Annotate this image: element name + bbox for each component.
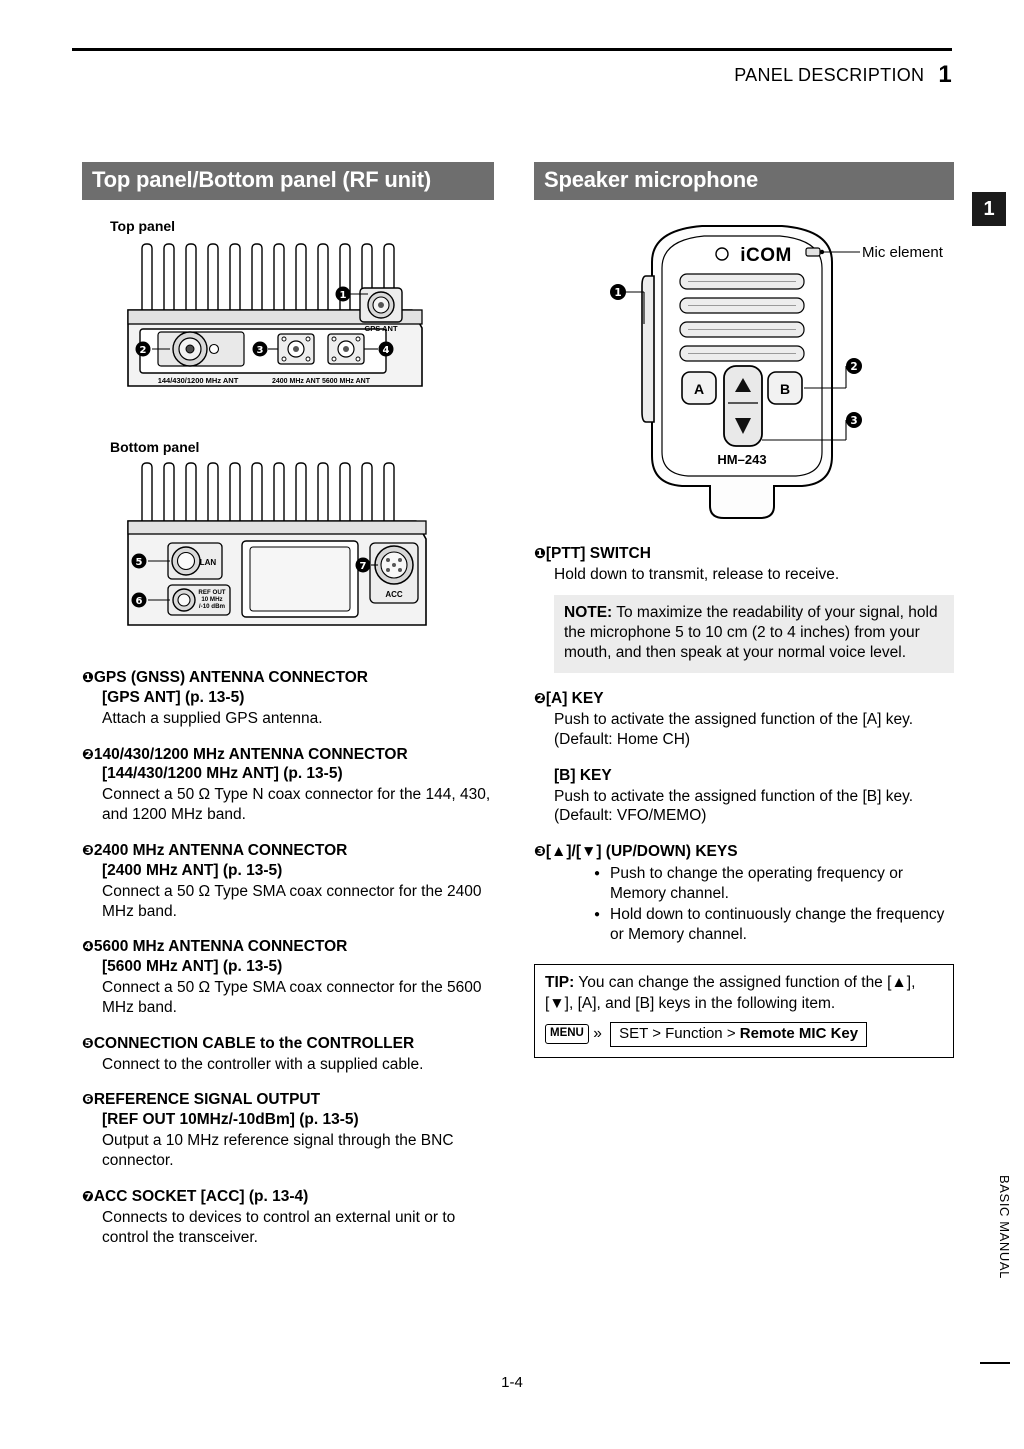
page-footer: 1-4 (501, 1374, 523, 1391)
entry-number: ❺ (82, 1035, 94, 1052)
figure-top-panel (82, 236, 494, 421)
svg-text:HM–243: HM–243 (717, 452, 767, 467)
side-rule (980, 1362, 1010, 1364)
tip-menu-path-row (545, 1022, 943, 1047)
entry-number: ❸ (534, 844, 546, 861)
side-label-basic-manual: BASIC MANUAL (997, 1175, 1012, 1280)
tip-label: TIP: (545, 974, 575, 992)
svg-text:iCOM: iCOM (740, 245, 792, 266)
svg-text:B: B (779, 381, 791, 397)
list-item: ● Hold down to continuously change the frequency or Memory channel. (594, 905, 954, 945)
svg-text:REF OUT: REF OUT (198, 589, 226, 596)
entry-title: [B] KEY (554, 766, 612, 784)
entry-number: ❷ (82, 746, 94, 763)
entry-number: ❸ (82, 842, 94, 859)
note-text: To maximize the readability of your signal, hold the microphone 5 to 10 cm (2 to 4 inches) from your mouth, and then speak at your normal voice level. (564, 603, 938, 662)
entry-title: [A] KEY (545, 690, 604, 708)
section-header-speaker-microphone: Speaker microphone (534, 162, 954, 200)
path-arrow: » (593, 1025, 602, 1043)
svg-text:10 MHz: 10 MHz (201, 596, 223, 603)
list-item: ● Push to change the operating frequency or Memory channel. (594, 864, 954, 904)
entry-description: Connect a 50 Ω Type SMA coax connector for the 2400 MHz band. (102, 882, 482, 920)
entry-description: Connects to devices to control an external unit or to control the transceiver. (102, 1208, 456, 1246)
figure-speaker-microphone (534, 206, 954, 536)
header-title-row (72, 51, 952, 89)
entry-title: [▲]/[▼] (UP/DOWN) KEYS (545, 843, 738, 861)
entry-title: [PTT] SWITCH (545, 545, 651, 562)
entry-acc-socket (82, 1187, 494, 1248)
entry-connection-cable (82, 1034, 494, 1075)
svg-text:1: 1 (339, 290, 347, 301)
chapter-tab: 1 (972, 192, 1006, 226)
entry-a-key (534, 689, 954, 750)
entry-number: ❹ (82, 939, 94, 956)
updown-bullet-list (554, 864, 954, 944)
entry-number: ❷ (534, 691, 546, 708)
page-header (72, 48, 952, 89)
svg-text:/-10 dBm: /-10 dBm (198, 603, 226, 610)
entry-title: 2400 MHz ANTENNA CONNECTOR (93, 841, 348, 859)
entry-up-down-keys (534, 842, 954, 944)
entry-b-key (534, 766, 954, 826)
entry-number: ❶ (534, 546, 546, 562)
menu-chip: MENU (545, 1024, 589, 1043)
page-title: PANEL DESCRIPTION (734, 65, 925, 85)
entry-2400-antenna (82, 841, 494, 921)
svg-text:5: 5 (135, 557, 143, 568)
svg-text:1: 1 (614, 287, 622, 299)
figure-label-top-panel: Top panel (110, 218, 176, 234)
entry-description: Push to activate the assigned function of the [B] key. (Default: VFO/MEMO) (554, 787, 914, 825)
tip-text: You can change the assigned function of the [▲], [▼], [A], and [B] keys in the following item. (545, 974, 916, 1012)
entry-number: ❼ (82, 1188, 94, 1205)
svg-text:ACC: ACC (385, 590, 403, 599)
entry-ptt-switch (534, 544, 954, 585)
entry-description: Hold down to transmit, release to receive. (554, 565, 840, 583)
mic-element-label: Mic element (862, 244, 943, 261)
entry-description: Push to activate the assigned function of the [A] key. (Default: Home CH) (554, 711, 914, 748)
menu-path-target: Remote MIC Key (739, 1025, 859, 1043)
note-label: NOTE: (564, 603, 613, 621)
entry-description: Output a 10 MHz reference signal through the BNC connector. (102, 1132, 454, 1170)
left-entry-list (82, 668, 494, 1247)
svg-text:2: 2 (139, 345, 147, 356)
entry-reference-signal-output (82, 1090, 494, 1170)
right-entry-list (534, 544, 954, 1058)
entry-subtitle: [5600 MHz ANT] (p. 13-5) (102, 958, 283, 976)
entry-title: 5600 MHz ANTENNA CONNECTOR (93, 938, 348, 956)
svg-text:A: A (693, 381, 705, 397)
entry-subtitle: [2400 MHz ANT] (p. 13-5) (102, 861, 283, 879)
entry-title: ACC SOCKET [ACC] (p. 13-4) (93, 1187, 309, 1205)
svg-text:7: 7 (359, 561, 367, 572)
entry-subtitle: [REF OUT 10MHz/-10dBm] (p. 13-5) (102, 1111, 359, 1129)
entry-gps-antenna (82, 668, 494, 729)
svg-text:3: 3 (256, 345, 264, 356)
svg-text:2400 MHz ANT: 2400 MHz ANT (272, 378, 320, 385)
tip-box (534, 964, 954, 1058)
entry-title: CONNECTION CABLE to the CONTROLLER (93, 1034, 415, 1052)
left-column (82, 162, 494, 1247)
entry-description: Connect to the controller with a supplied cable. (102, 1055, 424, 1073)
entry-title: GPS (GNSS) ANTENNA CONNECTOR (93, 669, 368, 686)
svg-text:2: 2 (850, 361, 858, 373)
note-box (554, 595, 954, 673)
svg-text:GPS ANT: GPS ANT (364, 324, 398, 333)
entry-subtitle: [144/430/1200 MHz ANT] (p. 13-5) (102, 765, 343, 783)
figure-bottom-panel (82, 457, 494, 652)
section-header-top-bottom-panel: Top panel/Bottom panel (RF unit) (82, 162, 494, 200)
menu-path-prefix: SET > Function > (619, 1025, 740, 1043)
svg-text:4: 4 (382, 345, 390, 356)
entry-number: ❻ (82, 1092, 94, 1109)
entry-number: ❶ (82, 670, 94, 686)
entry-5600-antenna (82, 937, 494, 1017)
svg-text:5600 MHz ANT: 5600 MHz ANT (322, 378, 370, 385)
header-chapter-number: 1 (938, 61, 952, 88)
entry-title: REFERENCE SIGNAL OUTPUT (93, 1091, 321, 1109)
entry-description: Connect a 50 Ω Type SMA coax connector for the 5600 MHz band. (102, 979, 482, 1016)
entry-description: Attach a supplied GPS antenna. (102, 709, 323, 727)
menu-path-box (610, 1022, 867, 1047)
entry-description: Connect a 50 Ω Type N coax connector for the 144, 430, and 1200 MHz band. (102, 786, 491, 824)
entry-140-430-1200-antenna (82, 745, 494, 825)
svg-text:144/430/1200 MHz ANT: 144/430/1200 MHz ANT (157, 376, 239, 385)
entry-title: 140/430/1200 MHz ANTENNA CONNECTOR (93, 745, 408, 763)
svg-text:3: 3 (850, 415, 858, 427)
svg-text:6: 6 (135, 596, 143, 607)
right-column (534, 162, 954, 1058)
svg-text:LAN: LAN (199, 558, 217, 567)
entry-subtitle: [GPS ANT] (p. 13-5) (102, 688, 245, 706)
figure-label-bottom-panel: Bottom panel (110, 439, 200, 455)
